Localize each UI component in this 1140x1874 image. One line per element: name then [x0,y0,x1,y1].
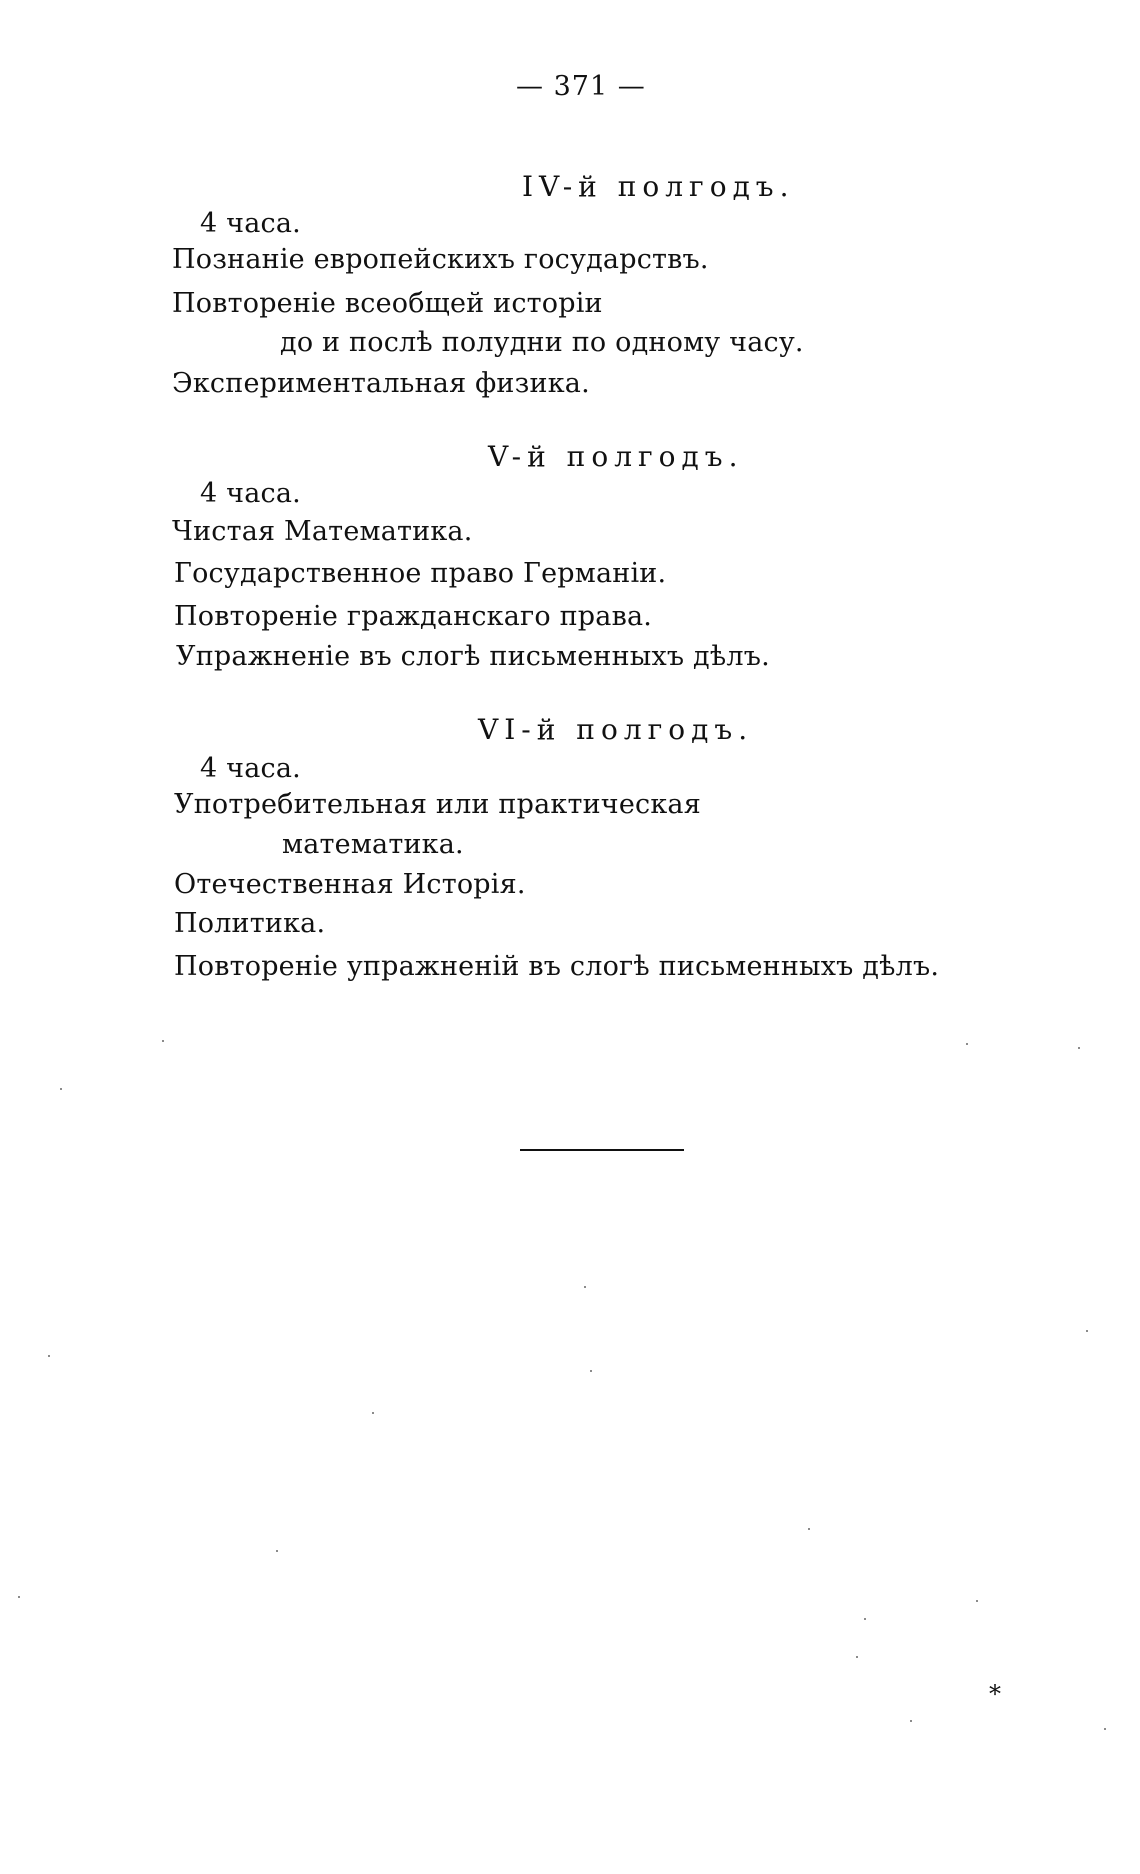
scan-speck [808,1528,810,1530]
course-line: Повтореніе упражненій въ слогѣ письменныхъ дѣлъ. [174,951,940,982]
course-line: до и послѣ полудни по одному часу. [280,327,804,358]
scan-speck [1086,1330,1088,1332]
section-hours-iv: 4 часа. [200,208,301,239]
course-line: Познаніе европейскихъ государствъ. [172,244,709,275]
section-heading-v: V-й полгодъ. [488,440,744,473]
course-line: Экспериментальная физика. [172,368,590,399]
scan-speck [976,1600,978,1602]
course-line: Политика. [174,908,326,939]
course-line: математика. [282,829,464,860]
course-line: Повтореніе гражданскаго права. [174,601,653,632]
course-line: Чистая Математика. [172,516,473,547]
course-line: Отечественная Исторія. [174,869,526,900]
scan-speck [1078,1047,1080,1049]
scan-speck [162,1040,164,1042]
section-heading-vi: VI-й полгодъ. [478,713,754,746]
course-line: Государственное право Германіи. [174,558,667,589]
course-line: Повтореніе всеобщей исторіи [172,288,603,319]
scan-speck [910,1720,912,1722]
scan-speck [276,1550,278,1552]
scan-speck [966,1043,968,1045]
page-number: — 371 — [516,71,646,102]
asterisk-mark: * [989,1680,1001,1708]
scan-speck [590,1370,592,1372]
scan-speck [60,1088,62,1090]
closing-rule [520,1149,684,1151]
course-line: Упражненіе въ слогѣ письменныхъ дѣлъ. [176,641,770,672]
section-hours-v: 4 часа. [200,478,301,509]
section-hours-vi: 4 часа. [200,753,301,784]
course-line: Употребительная или практическая [174,789,701,820]
scan-speck [584,1286,586,1288]
scan-speck [856,1656,858,1658]
scan-speck [372,1412,374,1414]
scan-speck [864,1618,866,1620]
scan-speck [1104,1728,1106,1730]
scan-speck [18,1596,20,1598]
scan-speck [48,1355,50,1357]
section-heading-iv: IV-й полгодъ. [522,170,795,203]
